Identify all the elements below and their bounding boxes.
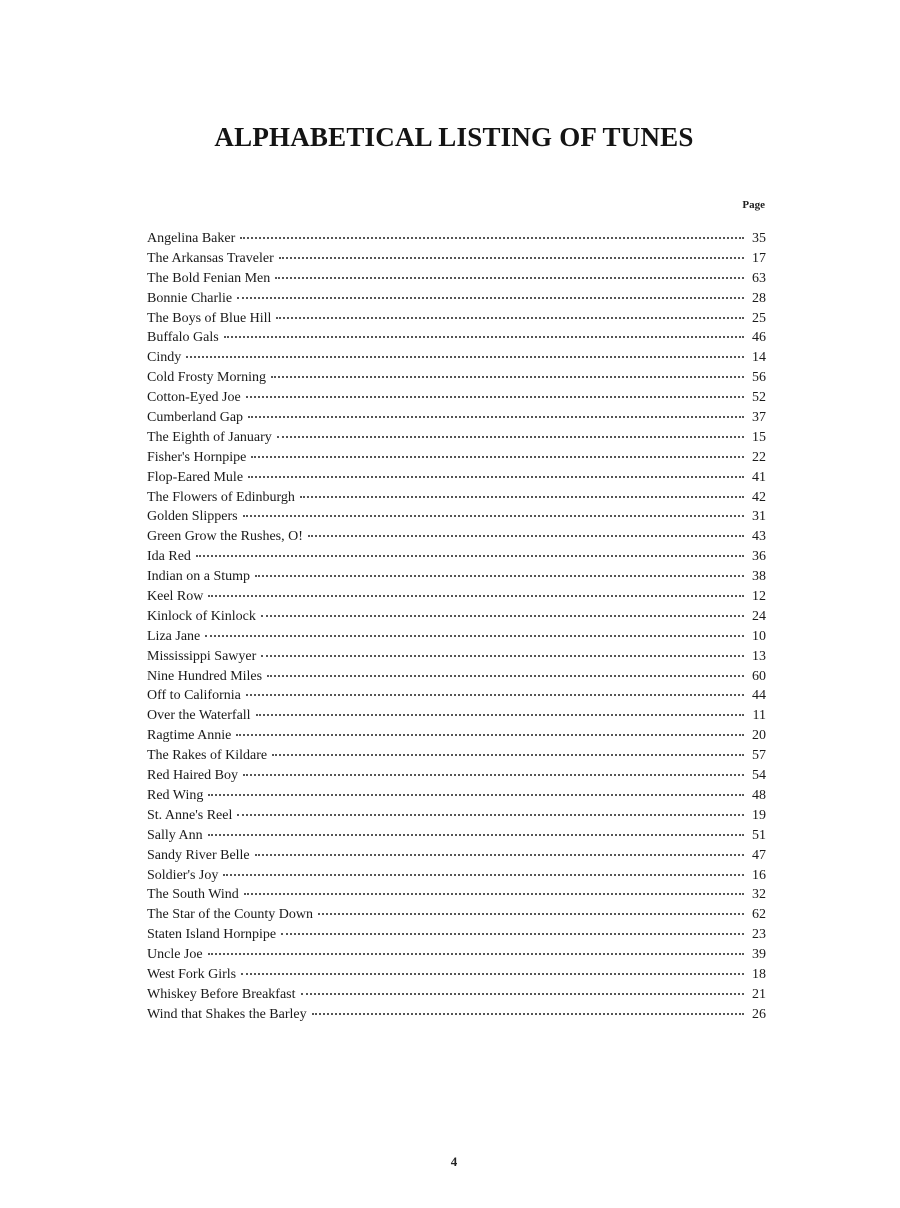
dot-leader [312, 1013, 744, 1015]
tune-page-number: 14 [752, 350, 766, 366]
tune-entry [147, 370, 766, 390]
dot-leader [277, 436, 744, 438]
tune-page-number: 15 [752, 429, 766, 445]
tune-entry [147, 291, 766, 311]
tune-page-number: 57 [752, 748, 766, 764]
dot-leader [208, 834, 744, 836]
dot-leader [300, 496, 744, 498]
dot-leader [281, 933, 744, 935]
tune-title: Buffalo Gals [147, 330, 219, 346]
tune-entry [147, 430, 766, 450]
page-column-label: Page [742, 199, 765, 211]
tune-page-number: 26 [752, 1006, 766, 1022]
tune-entry [147, 629, 766, 649]
tune-title: Fisher's Hornpipe [147, 449, 247, 465]
dot-leader [251, 456, 744, 458]
tune-entry [147, 251, 766, 271]
page-number: 4 [450, 1154, 458, 1169]
dot-leader [237, 297, 744, 299]
tune-title: Whiskey Before Breakfast [147, 986, 296, 1002]
dot-leader [205, 635, 744, 637]
tune-title: Off to California [147, 688, 241, 704]
tune-page-number: 56 [752, 370, 766, 386]
tune-entry [147, 490, 766, 510]
tune-title: Kinlock of Kinlock [147, 608, 256, 624]
tune-entry [147, 410, 766, 430]
tune-entry [147, 708, 766, 728]
tune-page-number: 41 [752, 469, 766, 485]
tune-title: The Bold Fenian Men [147, 270, 271, 286]
tune-page-number: 51 [752, 827, 766, 843]
dot-leader [237, 814, 744, 816]
tune-entry [147, 509, 766, 529]
dot-leader [196, 555, 744, 557]
dot-leader [243, 515, 744, 517]
tune-page-number: 36 [752, 549, 766, 565]
tune-title: The Star of the County Down [147, 907, 314, 923]
dot-leader [256, 714, 744, 716]
tune-page-number: 31 [752, 509, 766, 525]
tune-title: Keel Row [147, 589, 204, 605]
dot-leader [208, 953, 744, 955]
tune-entry [147, 788, 766, 808]
tune-page-number: 16 [752, 867, 766, 883]
tune-page-number: 32 [752, 887, 766, 903]
tune-entry [147, 350, 766, 370]
tune-title: The Rakes of Kildare [147, 748, 268, 764]
tune-entry [147, 848, 766, 868]
tune-title: The Boys of Blue Hill [147, 310, 272, 326]
tune-title: Cindy [147, 350, 182, 366]
tune-title: Ragtime Annie [147, 728, 232, 744]
tune-title: Sally Ann [147, 827, 203, 843]
dot-leader [246, 694, 744, 696]
tune-title: St. Anne's Reel [147, 807, 233, 823]
dot-leader [244, 893, 744, 895]
dot-leader [241, 973, 744, 975]
tune-page-number: 25 [752, 310, 766, 326]
tune-entry [147, 768, 766, 788]
tune-page-number: 13 [752, 648, 766, 664]
tune-title: Bonnie Charlie [147, 290, 233, 306]
tune-entry [147, 1007, 766, 1027]
dot-leader [255, 575, 744, 577]
dot-leader [248, 416, 744, 418]
dot-leader [223, 874, 744, 876]
tune-title: The Arkansas Traveler [147, 250, 274, 266]
tune-title: Red Haired Boy [147, 768, 238, 784]
tune-entry [147, 311, 766, 331]
tune-entry [147, 330, 766, 350]
tune-title: Cumberland Gap [147, 410, 244, 426]
tune-title: Red Wing [147, 787, 204, 803]
tune-entry [147, 609, 766, 629]
tune-page-number: 44 [752, 688, 766, 704]
tune-title: The South Wind [147, 887, 239, 903]
tune-entry [147, 549, 766, 569]
tune-title: Liza Jane [147, 628, 201, 644]
tune-page-number: 39 [752, 947, 766, 963]
dot-leader [246, 396, 744, 398]
tune-entry [147, 688, 766, 708]
dot-leader [243, 774, 744, 776]
dot-leader [186, 356, 744, 358]
tune-entry [147, 470, 766, 490]
tune-entry [147, 529, 766, 549]
tune-page-number: 24 [752, 608, 766, 624]
dot-leader [261, 655, 744, 657]
dot-leader [271, 376, 744, 378]
tune-entry [147, 907, 766, 927]
tune-entry [147, 808, 766, 828]
tune-title: Mississippi Sawyer [147, 648, 257, 664]
dot-leader [267, 675, 744, 677]
tune-entry [147, 887, 766, 907]
tune-entry [147, 231, 766, 251]
tune-page-number: 52 [752, 390, 766, 406]
dot-leader [276, 317, 744, 319]
tune-page-number: 18 [752, 966, 766, 982]
tune-title: Over the Waterfall [147, 708, 251, 724]
dot-leader [279, 257, 744, 259]
tune-entry [147, 271, 766, 291]
tune-page-number: 19 [752, 807, 766, 823]
tune-entry [147, 390, 766, 410]
tune-title: Wind that Shakes the Barley [147, 1006, 307, 1022]
tune-title: Uncle Joe [147, 947, 203, 963]
dot-leader [236, 734, 744, 736]
tune-page-number: 54 [752, 768, 766, 784]
tune-page-number: 43 [752, 529, 766, 545]
tune-page-number: 46 [752, 330, 766, 346]
dot-leader [208, 595, 744, 597]
tune-page-number: 48 [752, 787, 766, 803]
tune-page-number: 38 [752, 569, 766, 585]
tune-page-number: 11 [752, 708, 766, 724]
tune-page-number: 23 [752, 927, 766, 943]
dot-leader [248, 476, 744, 478]
tune-entry [147, 868, 766, 888]
tune-entry [147, 649, 766, 669]
dot-leader [261, 615, 744, 617]
dot-leader [208, 794, 744, 796]
tune-title: West Fork Girls [147, 966, 237, 982]
tune-entry [147, 728, 766, 748]
dot-leader [224, 336, 744, 338]
tune-title: Cold Frosty Morning [147, 370, 267, 386]
dot-leader [240, 237, 744, 239]
tune-entry [147, 748, 766, 768]
tune-title: Sandy River Belle [147, 847, 250, 863]
page-title: ALPHABETICAL LISTING OF TUNES [214, 122, 694, 152]
dot-leader [272, 754, 744, 756]
tune-title: Indian on a Stump [147, 569, 251, 585]
tune-title: Angelina Baker [147, 231, 236, 246]
tune-title: Flop-Eared Mule [147, 469, 244, 485]
tune-page-number: 21 [752, 986, 766, 1002]
tune-page-number: 37 [752, 410, 766, 426]
tune-title: The Eighth of January [147, 429, 272, 445]
tune-entry [147, 828, 766, 848]
tune-entry [147, 450, 766, 470]
tune-title: Staten Island Hornpipe [147, 927, 277, 943]
tune-title: The Flowers of Edinburgh [147, 489, 295, 505]
tune-page-number: 60 [752, 668, 766, 684]
tune-page-number: 62 [752, 907, 766, 923]
tune-page-number: 42 [752, 489, 766, 505]
tune-page-number: 17 [752, 250, 766, 266]
tune-page-number: 10 [752, 628, 766, 644]
tune-entry [147, 947, 766, 967]
tune-entry [147, 669, 766, 689]
tune-entry [147, 927, 766, 947]
tune-page-number: 12 [752, 589, 766, 605]
dot-leader [308, 535, 744, 537]
tune-page-number: 35 [752, 231, 766, 246]
tune-page-number: 22 [752, 449, 766, 465]
tune-title: Soldier's Joy [147, 867, 219, 883]
tune-list [147, 231, 766, 1027]
tune-page-number: 63 [752, 270, 766, 286]
tune-title: Ida Red [147, 549, 191, 565]
tune-entry [147, 967, 766, 987]
tune-title: Cotton-Eyed Joe [147, 390, 241, 406]
tune-page-number: 20 [752, 728, 766, 744]
tune-page-number: 28 [752, 290, 766, 306]
tune-title: Green Grow the Rushes, O! [147, 529, 303, 545]
dot-leader [275, 277, 744, 279]
dot-leader [301, 993, 745, 995]
tune-entry [147, 589, 766, 609]
dot-leader [318, 913, 744, 915]
dot-leader [255, 854, 744, 856]
tune-title: Nine Hundred Miles [147, 668, 263, 684]
tune-entry [147, 987, 766, 1007]
tune-entry [147, 569, 766, 589]
tune-page-number: 47 [752, 847, 766, 863]
tune-title: Golden Slippers [147, 509, 238, 525]
